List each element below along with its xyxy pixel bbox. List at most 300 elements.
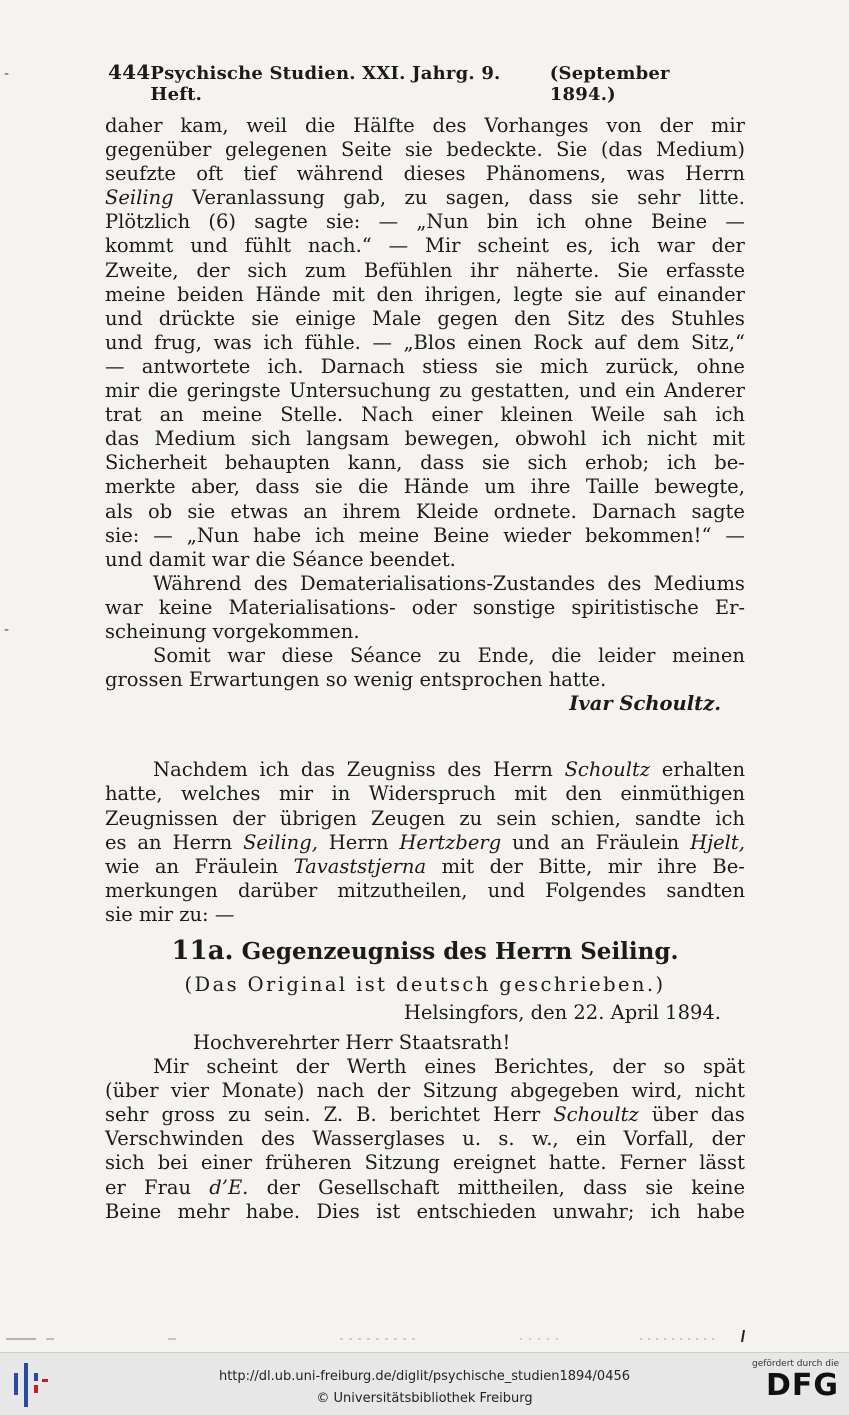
text-line: [105, 1103, 745, 1127]
word: Sitz: [566, 306, 605, 330]
word: weil: [246, 114, 288, 137]
word: Er-: [714, 595, 745, 619]
word: schien,: [550, 806, 621, 830]
word: sie: [405, 138, 433, 162]
word: Kleide: [415, 499, 479, 523]
word: —: [725, 210, 745, 234]
source-url-link[interactable]: http://dl.ub.uni-freiburg.de/diglit/psychische_studien1894/0456: [218, 1369, 631, 1384]
text-line: [105, 572, 745, 596]
word: war: [105, 595, 143, 619]
text-line: [105, 210, 745, 234]
word: Sitz,“: [691, 330, 745, 354]
word: ich: [263, 330, 294, 354]
word: sich: [247, 258, 288, 282]
text-line: [105, 1127, 745, 1151]
word: sein.: [264, 1103, 311, 1127]
word: einander: [657, 282, 745, 306]
word: lässt: [699, 1151, 745, 1175]
word: s.: [498, 1127, 515, 1151]
word: obwohl: [515, 427, 587, 451]
word: ein: [625, 379, 656, 403]
word: sich: [527, 451, 568, 475]
word: sehr: [637, 186, 681, 210]
word: Anderer: [664, 379, 745, 403]
word: der: [711, 1127, 745, 1151]
word: Somit: [153, 644, 211, 668]
word: und: [105, 306, 143, 330]
word: des: [432, 114, 467, 137]
word: gelegenen: [225, 138, 328, 162]
word: abgegeben: [510, 1079, 620, 1103]
word: legte: [513, 282, 564, 306]
running-header: [108, 60, 738, 105]
text-line: [105, 186, 745, 210]
word: aber,: [190, 475, 240, 499]
word: —: [153, 523, 173, 547]
word: kleinen: [500, 403, 574, 427]
word: Séance: [349, 644, 422, 668]
word: ohne: [584, 210, 633, 234]
word: zu: [459, 806, 483, 830]
text-line: [105, 879, 745, 903]
word: Seiling,: [243, 830, 318, 854]
word: Herrn: [172, 830, 233, 854]
word: beiden: [176, 282, 244, 306]
text-line: [105, 355, 745, 379]
section-heading: [105, 927, 745, 973]
word: —: [105, 354, 125, 378]
word: Male: [371, 306, 422, 330]
word: erhob;: [584, 451, 650, 475]
text-line: [105, 138, 745, 162]
word: Beine: [433, 523, 490, 547]
word: und: [578, 379, 617, 403]
word: sie: [187, 499, 216, 523]
word: sagte: [691, 499, 745, 523]
word: Darnach: [592, 499, 677, 523]
text-line: [105, 831, 745, 855]
word: meine: [201, 403, 263, 427]
word: langsam: [306, 427, 390, 451]
word: geringste: [186, 379, 281, 403]
word: kam,: [180, 114, 229, 137]
word: ihrigen,: [424, 282, 502, 306]
word: gestatten,: [470, 379, 571, 403]
word: Widerspruch: [368, 782, 496, 806]
text-line: [105, 644, 745, 668]
word: sagte: [254, 210, 308, 234]
word: habe.: [245, 1199, 301, 1223]
word: dass: [420, 451, 465, 475]
word: der: [295, 1055, 330, 1079]
word: die: [551, 644, 582, 668]
word: unwahr;: [552, 1199, 635, 1223]
word: —: [725, 523, 745, 547]
text-line: [105, 1176, 745, 1200]
word: (das: [600, 138, 643, 162]
word: zu: [404, 186, 428, 210]
word: be-: [714, 451, 745, 475]
word: Sie: [556, 138, 588, 162]
signature: Ivar Schoultz.: [569, 692, 721, 716]
word: Berichtes,: [494, 1055, 595, 1079]
copyright-notice: © Universitätsbibliothek Freiburg: [316, 1391, 533, 1406]
paragraph-2: [105, 572, 745, 620]
text-line: [105, 307, 745, 331]
text-line: scheinung vorgekommen.: [105, 619, 360, 643]
word: und: [487, 878, 526, 902]
word: dass: [583, 1175, 628, 1199]
word: meinen: [672, 644, 745, 668]
word: B.: [356, 1103, 377, 1127]
word: Mir: [424, 234, 461, 258]
word: zurück,: [605, 354, 680, 378]
section-title: Gegenzeugniss des Herrn Seiling.: [241, 938, 679, 965]
word: welches: [181, 782, 261, 806]
word: über: [651, 1103, 698, 1127]
word: Sitzung: [364, 1151, 440, 1175]
word: frug,: [154, 330, 202, 354]
word: Frau: [144, 1175, 192, 1199]
word: bei: [157, 1151, 188, 1175]
text-line: [105, 162, 745, 186]
word: Nach: [361, 403, 414, 427]
word: Stelle.: [280, 403, 344, 427]
word: sie: [314, 475, 343, 499]
word: die: [305, 114, 336, 137]
word: der: [659, 114, 693, 137]
word: Monate): [221, 1079, 305, 1103]
word: war: [657, 234, 695, 258]
word: der: [196, 258, 230, 282]
word: ich: [315, 523, 345, 547]
word: Seiling: [105, 186, 174, 210]
word: nicht: [694, 1079, 745, 1103]
word: Weile: [591, 403, 646, 427]
word: trat: [105, 403, 142, 427]
text-line: [105, 234, 745, 258]
dfg-caption: gefördert durch die: [752, 1359, 839, 1369]
word: eines: [424, 1055, 477, 1079]
word: der: [612, 1055, 646, 1079]
word: oder: [411, 595, 457, 619]
word: an: [560, 830, 585, 854]
text-line: [105, 379, 745, 403]
word: Bitte,: [538, 854, 593, 878]
word: Materialisations-: [228, 595, 396, 619]
text-line: [105, 524, 745, 548]
word: sie: [251, 306, 280, 330]
word: leider: [598, 644, 656, 668]
word: ich: [601, 427, 632, 451]
word: ihrem: [342, 499, 401, 523]
word: gegenüber: [105, 138, 212, 162]
word: mit: [514, 782, 547, 806]
paragraph-3: [105, 644, 745, 668]
word: erfasste: [665, 258, 745, 282]
word: spät: [703, 1055, 745, 1079]
text-line: [105, 283, 745, 307]
text-line: [105, 451, 745, 475]
word: Folgendes: [545, 878, 647, 902]
word: Herrn: [493, 758, 553, 782]
word: wird,: [631, 1079, 683, 1103]
word: das: [300, 758, 335, 782]
word: Untersuchung: [289, 379, 431, 403]
word: Tavaststjerna: [293, 854, 427, 878]
word: Vorhanges: [484, 114, 589, 137]
word: litte.: [699, 186, 745, 210]
word: bin: [486, 210, 519, 234]
word: berichtet: [389, 1103, 480, 1127]
word: Dematerialisations-Zustandes: [300, 571, 596, 595]
text-line: und damit war die Séance beendet.: [105, 547, 456, 571]
word: Sicherheit: [105, 451, 208, 475]
word: Dies: [316, 1199, 360, 1223]
letter-place-date: Helsingfors, den 22. April 1894.: [403, 1001, 721, 1024]
word: was: [213, 330, 252, 354]
word: spiritistische: [571, 595, 699, 619]
word: sie: [482, 451, 510, 475]
text-line: [105, 758, 745, 782]
margin-mark: -: [4, 66, 10, 82]
word: sandte: [635, 806, 702, 830]
word: Hjelt,: [690, 830, 745, 854]
text-line: [105, 1151, 745, 1175]
word: Zeugen: [371, 806, 446, 830]
text-line: sie mir zu: —: [105, 902, 235, 926]
issue-date: (September 1894.): [549, 63, 670, 105]
word: Werth: [346, 1055, 407, 1079]
text-line: [105, 596, 745, 620]
word: oft: [196, 162, 224, 186]
word: meine: [105, 282, 166, 306]
word: mit: [441, 854, 475, 878]
word: zum: [304, 258, 347, 282]
word: bedeckte.: [446, 138, 543, 162]
word: mir: [278, 782, 314, 806]
word: des: [607, 571, 642, 595]
word: „Nun: [186, 523, 240, 547]
word: Herrn: [328, 830, 389, 854]
word: Wasserglases: [312, 1127, 446, 1151]
word: ereignet: [452, 1151, 536, 1175]
word: diese: [281, 644, 334, 668]
word: tief: [243, 162, 277, 186]
word: an: [159, 403, 184, 427]
word: der: [232, 806, 266, 830]
word: etwas: [230, 499, 289, 523]
word: dass: [528, 186, 573, 210]
word: an: [303, 499, 328, 523]
word: Mediums: [653, 571, 745, 595]
word: (6): [208, 210, 237, 234]
word: den: [565, 782, 602, 806]
text-line: [105, 782, 745, 806]
paragraph-1: [105, 114, 745, 548]
word: und: [105, 330, 143, 354]
word: mir: [105, 379, 140, 403]
word: sein: [496, 806, 537, 830]
word: ob: [148, 499, 173, 523]
word: sandten: [666, 878, 745, 902]
word: Mir: [153, 1055, 189, 1079]
word: (über: [105, 1079, 159, 1103]
word: daher: [105, 114, 163, 137]
word: der: [489, 854, 523, 878]
word: gab,: [343, 186, 387, 210]
word: u.: [462, 1127, 482, 1151]
word: Hände: [255, 282, 321, 306]
word: Zweite,: [105, 258, 179, 282]
word: und: [190, 234, 228, 258]
text-line: [105, 427, 745, 451]
word: Beine: [105, 1199, 162, 1223]
word: Be-: [712, 854, 745, 878]
word: während: [296, 162, 384, 186]
word: Befühlen: [363, 258, 453, 282]
word: scheint: [206, 1055, 278, 1079]
text-line: [105, 114, 745, 138]
scan-speck: [742, 1330, 748, 1342]
word: des: [447, 758, 482, 782]
word: „Blos: [403, 330, 456, 354]
word: Während: [153, 571, 242, 595]
word: die: [147, 379, 178, 403]
word: dem: [637, 330, 680, 354]
word: Darnach: [320, 354, 405, 378]
word: Taille: [585, 475, 640, 499]
word: dieses: [403, 162, 466, 186]
word: behaupten: [224, 451, 330, 475]
word: kann,: [347, 451, 403, 475]
dfg-wordmark: DFG: [765, 1368, 839, 1403]
word: darüber: [237, 878, 318, 902]
word: mir: [710, 114, 745, 137]
word: als: [105, 499, 133, 523]
word: ich: [650, 1199, 681, 1223]
word: des: [260, 1127, 296, 1151]
word: ich: [536, 210, 567, 234]
word: Rock: [533, 330, 583, 354]
word: ihr: [470, 258, 499, 282]
word: sie: [591, 186, 619, 210]
word: einen: [467, 330, 522, 354]
word: sie:: [105, 523, 140, 547]
text-line: [105, 855, 745, 879]
text-line: [105, 500, 745, 524]
word: von: [606, 114, 642, 137]
word: ohne: [696, 354, 745, 378]
word: was: [626, 162, 665, 186]
word: den: [514, 306, 551, 330]
word: zu: [438, 644, 461, 668]
word: Sitzung: [422, 1079, 498, 1103]
word: Herr: [493, 1103, 541, 1127]
word: Beine: [650, 210, 708, 234]
text-line: [105, 475, 745, 499]
word: Stuhles: [670, 306, 745, 330]
text-line: grossen Erwartungen so wenig entsprochen hatte.: [105, 668, 607, 692]
word: erhalten: [661, 758, 745, 782]
text-line: [105, 1079, 745, 1103]
dfg-logo: [741, 1359, 839, 1411]
word: wie: [105, 854, 140, 878]
word: mit: [712, 427, 745, 451]
word: Zeugniss: [346, 758, 436, 782]
word: den: [376, 282, 414, 306]
body-text: [105, 114, 745, 1224]
word: es,: [565, 234, 594, 258]
word: Ende,: [477, 644, 535, 668]
text-line: [105, 403, 745, 427]
word: sah: [663, 403, 698, 427]
word: so: [663, 1055, 686, 1079]
word: sie:: [326, 210, 361, 234]
word: sie: [645, 1175, 674, 1199]
word: gegen: [437, 306, 499, 330]
word: Plötzlich: [105, 210, 191, 234]
word: Verschwinden: [105, 1127, 244, 1151]
spacer: [105, 716, 745, 758]
word: Schoultz: [553, 1103, 639, 1127]
word: sonstige: [472, 595, 556, 619]
word: einige: [295, 306, 356, 330]
viewer-footer: [0, 1352, 849, 1415]
word: auf: [594, 330, 626, 354]
text-line: [105, 331, 745, 355]
page-number: 444: [108, 60, 151, 84]
word: der: [266, 1175, 300, 1199]
word: Medium): [656, 138, 745, 162]
paragraph-4: [105, 758, 745, 903]
word: bewegen,: [404, 427, 500, 451]
word: mitzutheilen,: [337, 878, 468, 902]
word: merkte: [105, 475, 176, 499]
word: —: [372, 330, 392, 354]
word: vier: [170, 1079, 210, 1103]
word: Seite: [341, 138, 392, 162]
word: übrigen: [279, 806, 357, 830]
text-line: [105, 1055, 745, 1079]
word: ich: [610, 234, 641, 258]
word: ihre: [657, 854, 697, 878]
word: wieder: [503, 523, 572, 547]
word: merkungen: [105, 878, 218, 902]
word: das: [710, 1103, 745, 1127]
word: fühlt: [244, 234, 292, 258]
word: sie: [495, 354, 523, 378]
word: um: [484, 475, 516, 499]
word: Medium: [154, 427, 236, 451]
word: hatte,: [105, 782, 163, 806]
word: Ferner: [619, 1151, 687, 1175]
word: scheint: [477, 234, 550, 258]
word: in: [331, 782, 351, 806]
word: antwortete: [141, 354, 251, 378]
margin-mark: -: [4, 622, 10, 638]
word: auf: [614, 282, 646, 306]
word: w.,: [531, 1127, 559, 1151]
word: sagen,: [445, 186, 511, 210]
word: zu: [228, 1103, 251, 1127]
word: keine: [158, 595, 213, 619]
word: mich: [540, 354, 589, 378]
word: Schoultz: [564, 758, 651, 782]
word: Gesellschaft: [318, 1175, 440, 1199]
word: bewegte,: [654, 475, 745, 499]
word: mit: [332, 282, 365, 306]
